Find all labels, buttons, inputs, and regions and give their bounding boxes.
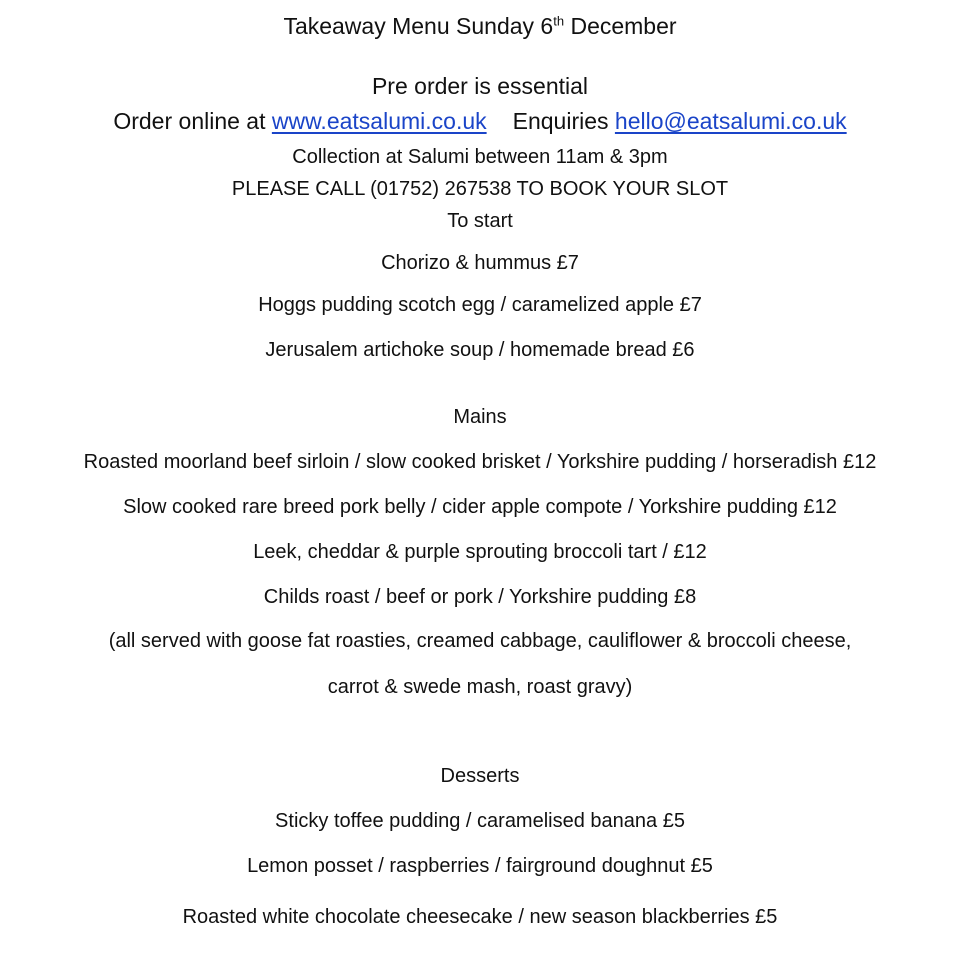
main-item: Childs roast / beef or pork / Yorkshire pudding £8 (263, 586, 697, 608)
dessert-item: Sticky toffee pudding / caramelised banana £5 (275, 810, 685, 832)
preorder-notice: Pre order is essential (371, 73, 589, 99)
booking-call-info: PLEASE CALL (01752) 267538 TO BOOK YOUR SLOT (231, 178, 729, 200)
main-item: Slow cooked rare breed pork belly / cider apple compote / Yorkshire pudding £12 (123, 496, 837, 518)
dessert-item: Roasted white chocolate cheesecake / new season blackberries £5 (182, 906, 778, 928)
dessert-item: Lemon posset / raspberries / fairground doughnut £5 (247, 855, 713, 877)
starter-item: Hoggs pudding scotch egg / caramelized apple £7 (258, 294, 702, 316)
menu-title (0, 15, 960, 38)
starter-item: Jerusalem artichoke soup / homemade bread £6 (265, 339, 695, 361)
mains-heading: Mains (453, 406, 507, 428)
desserts-heading: Desserts (440, 765, 520, 787)
mains-side-note: (all served with goose fat roasties, creamed cabbage, cauliflower & broccoli cheese, (108, 630, 852, 652)
collection-info: Collection at Salumi between 11am & 3pm (292, 146, 668, 168)
title-prefix: Takeaway Menu Sunday 6 (283, 13, 554, 39)
main-item: Leek, cheddar & purple sprouting broccoli tart / £12 (253, 541, 707, 563)
order-online-label: Order online at (113, 108, 272, 134)
order-info-line (0, 110, 960, 133)
enquiries-label: Enquiries (512, 108, 615, 134)
starters-heading: To start (447, 210, 513, 232)
title-ordinal-suffix: th (553, 13, 565, 29)
starter-item: Chorizo & hummus £7 (381, 252, 579, 274)
title-month: December (564, 13, 677, 39)
mains-side-note: carrot & swede mash, roast gravy) (327, 676, 633, 698)
email-link[interactable]: hello@eatsalumi.co.uk (614, 108, 847, 134)
website-link[interactable]: www.eatsalumi.co.uk (271, 108, 487, 134)
main-item: Roasted moorland beef sirloin / slow cooked brisket / Yorkshire pudding / horseradish £12 (83, 451, 877, 473)
